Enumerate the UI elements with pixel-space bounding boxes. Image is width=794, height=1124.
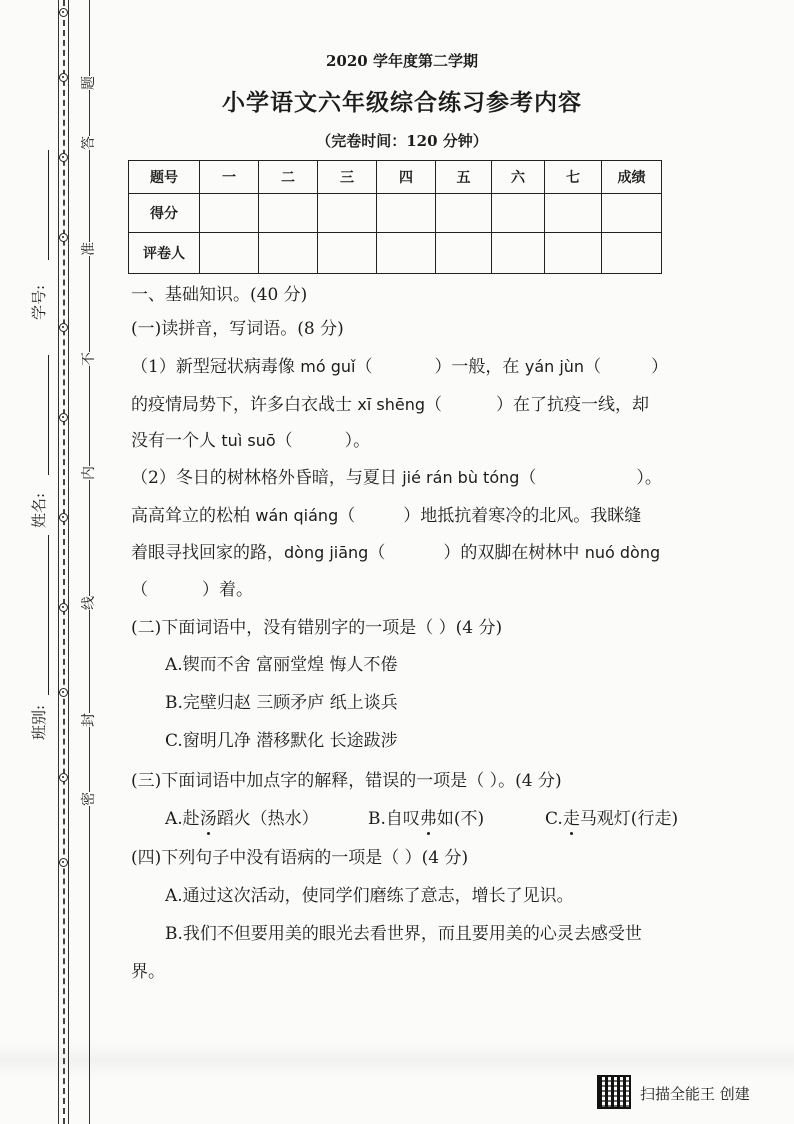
seal-circle (59, 688, 68, 697)
seal-circle (59, 8, 68, 17)
option-a[interactable]: A.通过这次活动，使同学们磨练了意志，增长了见识。 (165, 886, 574, 906)
dotted-char: 走 (562, 809, 580, 829)
grader-cell[interactable] (318, 233, 377, 274)
grader-cell[interactable] (492, 233, 545, 274)
score-cell[interactable] (436, 194, 492, 233)
grader-cell[interactable] (436, 233, 492, 274)
table-row (129, 233, 662, 274)
option-b[interactable]: B.完壁归赵 三顾矛庐 纸上谈兵 (165, 693, 398, 713)
pinyin: yán jùn (524, 357, 585, 376)
pinyin: nuó dòng (584, 543, 661, 562)
question-line: 高高耸立的松柏 wán qiáng（ ）地抵抗着寒冷的北风。我眯缝 (131, 506, 642, 526)
score-table-header (129, 161, 662, 194)
pinyin: jié rán bù tóng (402, 468, 520, 487)
pinyin: mó guǐ (300, 357, 356, 376)
score-cell[interactable] (259, 194, 318, 233)
grader-cell[interactable] (377, 233, 436, 274)
score-cell[interactable] (377, 194, 436, 233)
binding-char: 密 (81, 792, 97, 806)
dotted-char: 汤 (199, 809, 217, 829)
col-header: 二 (259, 161, 318, 194)
question-line: 没有一个人 tuì suō（ ）。 (131, 431, 371, 451)
binding-char: 题 (81, 76, 97, 90)
option-a[interactable]: A.锲而不舍 富丽堂煌 悔人不倦 (165, 655, 398, 675)
question-line: （ ）着。 (131, 580, 253, 600)
grader-cell[interactable] (200, 233, 259, 274)
question-heading: (四)下列句子中没有语病的一项是（ ）(4 分) (131, 848, 469, 868)
class-field[interactable] (48, 535, 49, 695)
pinyin: wán qiáng (255, 506, 339, 525)
scanner-watermark: 扫描全能王 创建 (640, 1085, 750, 1103)
option-c[interactable]: C.窗明几净 潜移默化 长途跋涉 (165, 731, 398, 751)
dotted-char: 弗 (419, 809, 437, 829)
score-cell[interactable] (602, 194, 662, 233)
binding-line-left (58, 0, 59, 1124)
section-heading: 一、基础知识。(40 分) (131, 285, 308, 305)
seal-circle (59, 323, 68, 332)
table-row (129, 194, 662, 233)
binding-margin (0, 0, 120, 1124)
question-heading: (三)下面词语中加点字的解释，错误的一项是（ ）。(4 分) (131, 771, 562, 791)
score-cell[interactable] (200, 194, 259, 233)
col-header: 六 (492, 161, 545, 194)
binding-char: 内 (81, 466, 97, 480)
pinyin: xī shēng (357, 395, 426, 414)
row-header: 评卷人 (129, 233, 200, 274)
binding-dash-line (63, 0, 65, 1124)
option-b[interactable]: B.我们不但要用美的眼光去看世界，而且要用美的心灵去感受世 (165, 924, 642, 944)
binding-char: 答 (81, 136, 97, 150)
option-b-continued: 界。 (131, 962, 165, 982)
pinyin: tuì suō (221, 431, 276, 450)
exam-duration: （完卷时间：120 分钟） (316, 132, 488, 150)
col-header: 一 (200, 161, 259, 194)
option-a[interactable]: A.赴汤蹈火（热水） (165, 809, 319, 829)
col-header: 五 (436, 161, 492, 194)
pinyin: dòng jiāng (284, 543, 369, 562)
binding-char: 封 (81, 713, 97, 727)
col-header: 七 (545, 161, 602, 194)
question-heading: (二)下面词语中，没有错别字的一项是（ ）(4 分) (131, 618, 503, 638)
seal-circle (59, 773, 68, 782)
binding-char: 不 (81, 352, 97, 366)
seal-circle (59, 413, 68, 422)
seal-circle (59, 858, 68, 867)
binding-line-outer (89, 0, 90, 1124)
col-header: 三 (318, 161, 377, 194)
option-c[interactable]: C.走马观灯(行走) (545, 809, 679, 829)
student-name-label: 姓名: (30, 492, 48, 528)
score-cell[interactable] (492, 194, 545, 233)
grader-cell[interactable] (545, 233, 602, 274)
binding-char: 线 (81, 596, 97, 610)
seal-circle (59, 603, 68, 612)
question-line: （2）冬日的树林格外昏暗，与夏日 jié rán bù tóng（ ）。 (131, 468, 662, 488)
seal-circle (59, 73, 68, 82)
col-header: 题号 (129, 161, 200, 194)
score-cell[interactable] (545, 194, 602, 233)
seal-circle (59, 233, 68, 242)
question-line: （1）新型冠状病毒像 mó guǐ（ ）一般，在 yán jùn（ ） (131, 357, 669, 377)
score-table (128, 160, 662, 274)
page-title: 小学语文六年级综合练习参考内容 (222, 89, 582, 116)
class-label: 班别: (30, 704, 48, 740)
option-b[interactable]: B.自叹弗如(不) (368, 809, 485, 829)
seal-circle (59, 153, 68, 162)
binding-char: 准 (81, 242, 97, 256)
qr-code-icon (597, 1075, 631, 1109)
binding-line-right (68, 0, 69, 1124)
school-year: 2020 学年度第二学期 (326, 52, 478, 70)
col-header: 成绩 (602, 161, 662, 194)
student-name-field[interactable] (48, 355, 49, 475)
question-heading: (一)读拼音，写词语。(8 分) (131, 319, 344, 339)
question-line: 着眼寻找回家的路，dòng jiāng（ ）的双脚在树林中 nuó dòng (131, 543, 661, 563)
question-line: 的疫情局势下，许多白衣战士 xī shēng（ ）在了抗疫一线，却 (131, 395, 650, 415)
grader-cell[interactable] (259, 233, 318, 274)
row-header: 得分 (129, 194, 200, 233)
col-header: 四 (377, 161, 436, 194)
grader-cell[interactable] (602, 233, 662, 274)
student-id-label: 学号: (30, 284, 48, 320)
seal-circle (59, 513, 68, 522)
student-id-field[interactable] (48, 150, 49, 260)
score-cell[interactable] (318, 194, 377, 233)
